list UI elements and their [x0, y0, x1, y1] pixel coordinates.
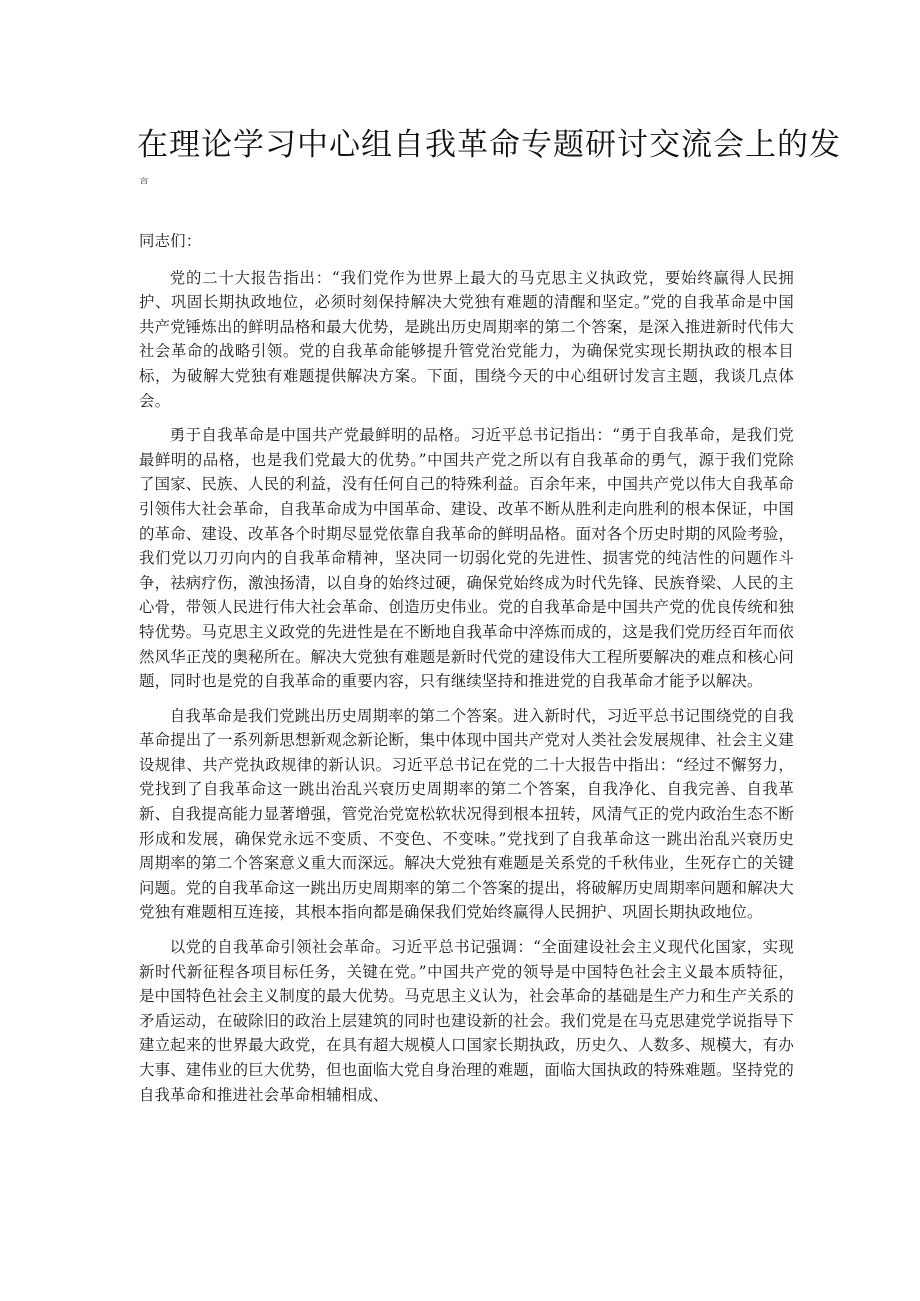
paragraph: 以党的自我革命引领社会革命。习近平总书记强调：“全面建设社会主义现代化国家，实现新时代新征程各项目标任务，关键在党。”中国共产党的领导是中国特色社会主义最本质特征，是中国特色社会主义制度的最大优势。马克思主义认为，社会革命的基础是生产力和生产关系的矛盾运动，在破除旧的政治上层建筑的同时也建设新的社会。我们党是在马克思建党学说指导下建立起来的世界最大政党，在具有超大规模人口国家长期执政，历史久、人数多、规模大，有办大事、建伟业的巨大优势，但也面临大党自身治理的难题，面临大国执政的特殊难题。坚持党的自我革命和推进社会革命相辅相成、 — [139, 938, 794, 1104]
paragraph: 自我革命是我们党跳出历史周期率的第二个答案。进入新时代，习近平总书记围绕党的自我革命提出了一系列新思想新观念新论断，集中体现中国共产党对人类社会发展规律、社会主义建设规律、共产党执政规律的新认识。习近平总书记在党的二十大报告中指出：“经过不懈努力，党找到了自我革命这一跳出治乱兴衰历史周期率的第二个答案，自我净化、自我完善、自我革新、自我提高能力显著增强，管党治党宽松软状况得到根本扭转，风清气正的党内政治生态不断形成和发展，确保党永远不变质、不变色、不变味。”党找到了自我革命这一跳出治乱兴衰历史周期率的第二个答案意义重大而深远。解决大党独有难题是关系党的千秋伟业，生死存亡的关键问题。党的自我革命这一跳出历史周期率的第二个答案的提出，将破解历史周期率问题和解决大党独有难题相互连接，其根本指向都是确保我们党始终赢得人民拥护、巩固长期执政地位。 — [139, 706, 794, 922]
title-overflow-char: 言 — [139, 177, 149, 185]
paragraph: 党的二十大报告指出：“我们党作为世界上最大的马克思主义执政党，要始终赢得人民拥护、巩固长期执政地位，必须时刻保持解决大党独有难题的清醒和坚定。”党的自我革命是中国共产党锤炼出的鲜明品格和最大优势，是跳出历史周期率的第二个答案，是深入推进新时代伟大社会革命的战略引领。党的自我革命能够提升管党治党能力，为确保党实现长期执政的根本目标，为破解大党独有难题提供解决方案。下面，围绕今天的中心组研讨发言主题，我谈几点体会。 — [139, 268, 794, 410]
greeting: 同志们： — [139, 232, 202, 250]
paragraph: 勇于自我革命是中国共产党最鲜明的品格。习近平总书记指出：“勇于自我革命，是我们党最鲜明的品格，也是我们党最大的优势。”中国共产党之所以有自我革命的勇气，源于我们党除了国家、民族、人民的利益，没有任何自己的特殊利益。百余年来，中国共产党以伟大自我革命引领伟大社会革命，自我革命成为中国革命、建设、改革不断从胜利走向胜利的根本保证，中国的革命、建设、改革各个时期尽显党依靠自我革命的鲜明品格。面对各个历史时期的风险考验，我们党以刀刃向内的自我革命精神，坚决同一切弱化党的先进性、损害党的纯洁性的问题作斗争，祛病疗伤，激浊扬清，以自身的始终过硬，确保党始终成为时代先锋、民族脊梁、人民的主心骨，带领人民进行伟大社会革命、创造历史伟业。党的自我革命是中国共产党的优良传统和独特优势。马克思主义政党的先进性是在不断地自我革命中淬炼而成的，这是我们党历经百年而依然风华正茂的奥秘所在。解决大党独有难题是新时代党的建设伟大工程所要解决的难点和核心问题，同时也是党的自我革命的重要内容，只有继续坚持和推进党的自我革命才能予以解决。 — [139, 426, 794, 691]
document-title: 在理论学习中心组自我革命专题研讨交流会上的发 — [137, 127, 841, 163]
document-body — [139, 229, 794, 1117]
